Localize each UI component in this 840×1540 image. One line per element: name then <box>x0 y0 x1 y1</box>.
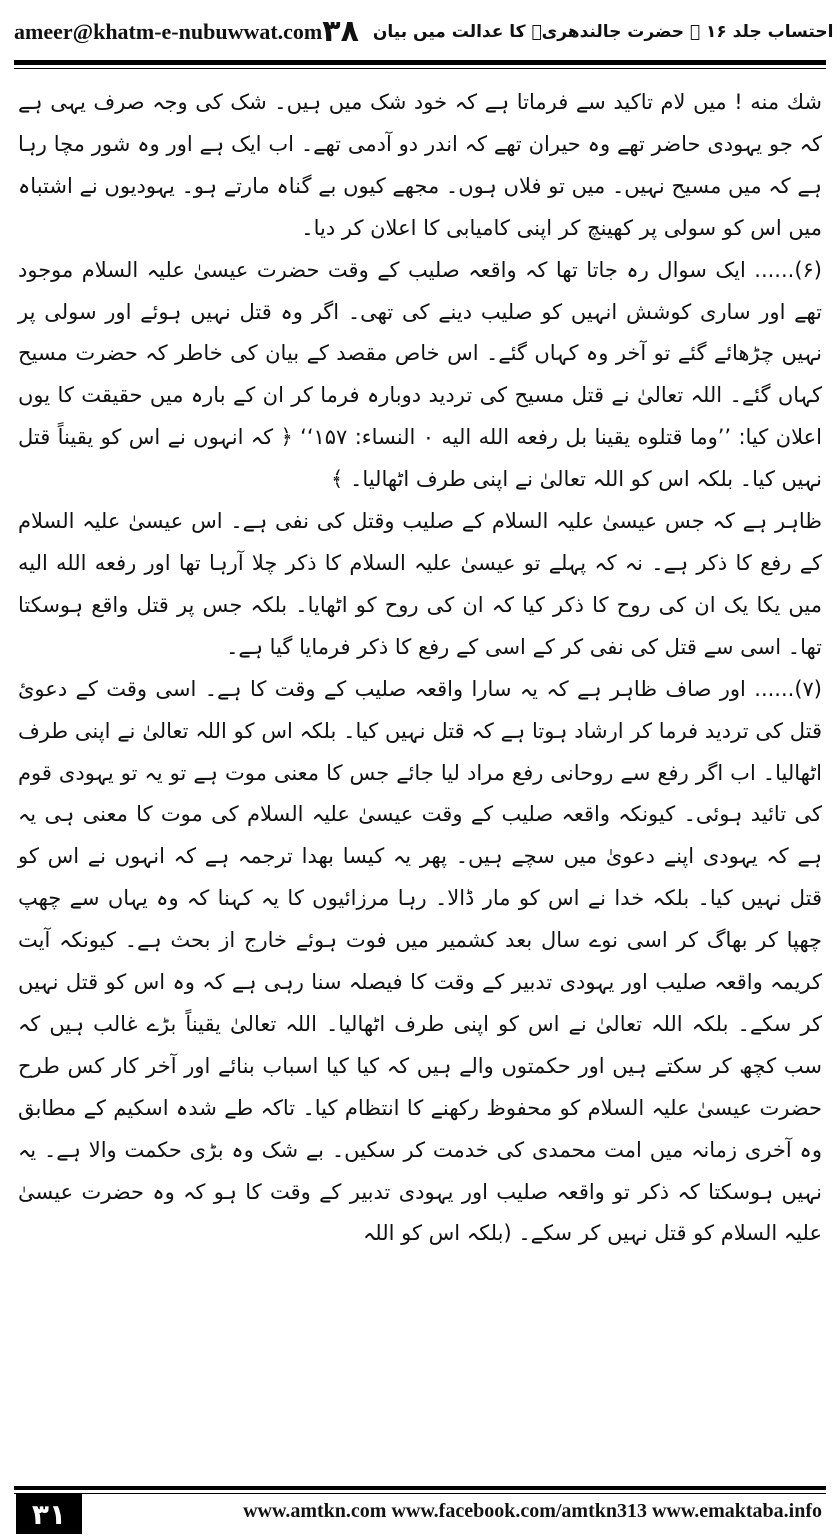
body-text <box>18 82 822 1255</box>
header-right-group <box>322 14 834 49</box>
header-rule-thin <box>14 68 826 69</box>
header-rule-thick <box>14 60 826 65</box>
footer-rule-thin <box>14 1493 826 1494</box>
footer-links: www.amtkn.com www.facebook.com/amtkn313 www.emaktaba.info <box>243 1500 822 1522</box>
paragraph: (۷)...... اور صاف ظاہر ہے کہ یہ سارا واقعہ صلیب کے وقت کا ہے۔ اسی وقت کے دعویٔ قتل کی تردید فرما کر ارشاد ہوتا ہے کہ قتل نہیں کیا۔ بلکہ اس کو اللہ تعالیٰ نے اپنی طرف اٹھالیا۔ اب اگر رفع سے روحانی رفع مراد لیا جائے جس کا معنی موت ہے تو یہ تو یہودی قوم کی تائید ہوئی۔ کیونکہ واقعہ صلیب کے وقت عیسیٰ علیہ السلام کی موت کا معنی ہی یہ ہے کہ یہودی اپنے دعویٰ میں سچے ہیں۔ پھر یہ کیسا بھدا ترجمہ ہے کہ انہوں نے اس کو قتل نہیں کیا۔ بلکہ خدا نے اس کو مار ڈالا۔ رہا مرزائیوں کا یہ کہنا کہ وہ یہاں سے چھپ چھپا کر بھاگ کر اسی نوے سال بعد کشمیر میں فوت ہوئے خارج از بحث ہے۔ کیونکہ آیت کریمہ واقعہ صلیب اور یہودی تدبیر کے وقت کا فیصلہ سنا رہی ہے کہ وہ اس کو قتل نہیں کر سکے۔ بلکہ اللہ تعالیٰ نے اس کو اپنی طرف اٹھالیا۔ اللہ تعالیٰ یقیناً بڑے غالب ہیں کہ سب کچھ کر سکتے ہیں اور حکمتوں والے ہیں کہ کیا کیا اسباب بنائے اور آخر کار کس طرح حضرت عیسیٰ علیہ السلام کو محفوظ رکھنے کا انتظام کیا۔ تاکہ طے شدہ اسکیم کے مطابق وہ آخری زمانہ میں امت محمدی کی خدمت کر سکیں۔ بے شک وہ بڑی حکمت والا ہے۔ یہ نہیں ہوسکتا کہ ذکر تو واقعہ صلیب اور یہودی تدبیر کے وقت کا ہو کہ وہ حضرت عیسیٰ علیہ السلام کو قتل نہیں کر سکے۔ (بلکہ اس کو اللہ <box>18 676 822 1246</box>
paragraph: (۶)...... ایک سوال رہ جاتا تھا کہ واقعہ صلیب کے وقت حضرت عیسیٰ علیہ السلام موجود تھے اور ساری کوشش انہیں کو صلیب دینے کی تھی۔ اگر وہ قتل نہیں ہوئے اور سولی پر نہیں چڑھائے گئے تو آخر وہ کہاں گئے۔ اس خاص مقصد کے بیان کی خاطر کہ حضرت مسیح کہاں گئے۔ اللہ تعالیٰ نے قتل مسیح کی تردید دوبارہ فرما کر ان کے بارہ میں حقیقت کا یوں اعلان کیا: ’’وما قتلوه يقينا بل رفعه الله اليه ۰ النساء: ۱۵۷‘‘ ﴿ کہ انہوں نے اس کو یقیناً قتل نہیں کیا۔ بلکہ اس کو اللہ تعالیٰ نے اپنی طرف اٹھالیا۔ ﴾ <box>18 257 822 492</box>
page-header <box>14 8 834 56</box>
paragraph: شك منه ! میں لام تاکید سے فرماتا ہے کہ خود شک میں ہیں۔ شک کی وجہ صرف یہی ہے کہ جو یہودی حاضر تھے وہ حیران تھے کہ اندر دو آدمی تھے۔ اب ایک ہے اور وہ شور مچا رہا ہے کہ میں مسیح نہیں۔ میں تو فلاں ہوں۔ مجھے کیوں بے گناہ مارتے ہو۔ یہودیوں نے اشتباہ میں اس کو سولی پر کھینچ کر اپنی کامیابی کا اعلان کر دیا۔ <box>18 90 822 240</box>
footer-rule-thick <box>14 1486 826 1490</box>
footer-rules <box>14 1486 826 1494</box>
book-title: احتساب جلد ۱۶ ۔ حضرت جالندھریؒ کا عدالت میں بیان <box>372 22 834 42</box>
header-email: ameer@khatm-e-nubuwwat.com <box>14 19 323 44</box>
header-page-number: ۳۸ <box>322 14 359 49</box>
paragraph: ظاہر ہے کہ جس عیسیٰ علیہ السلام کے صلیب وقتل کی نفی ہے۔ اس عیسیٰ علیہ السلام کے رفع کا ذکر ہے۔ نہ کہ پہلے تو عیسیٰ علیہ السلام کا ذکر چلا آرہا تھا اور رفعه الله اليه میں یکا یک ان کی روح کا ذکر کیا کہ ان کی روح کو اٹھایا۔ بلکہ جس پر قتل واقع ہوسکتا تھا۔ اسی سے قتل کی نفی کر کے اسی کے رفع کا ذکر فرمایا گیا ہے۔ <box>18 509 822 659</box>
footer-page-number: ۳۱ <box>16 1494 82 1534</box>
